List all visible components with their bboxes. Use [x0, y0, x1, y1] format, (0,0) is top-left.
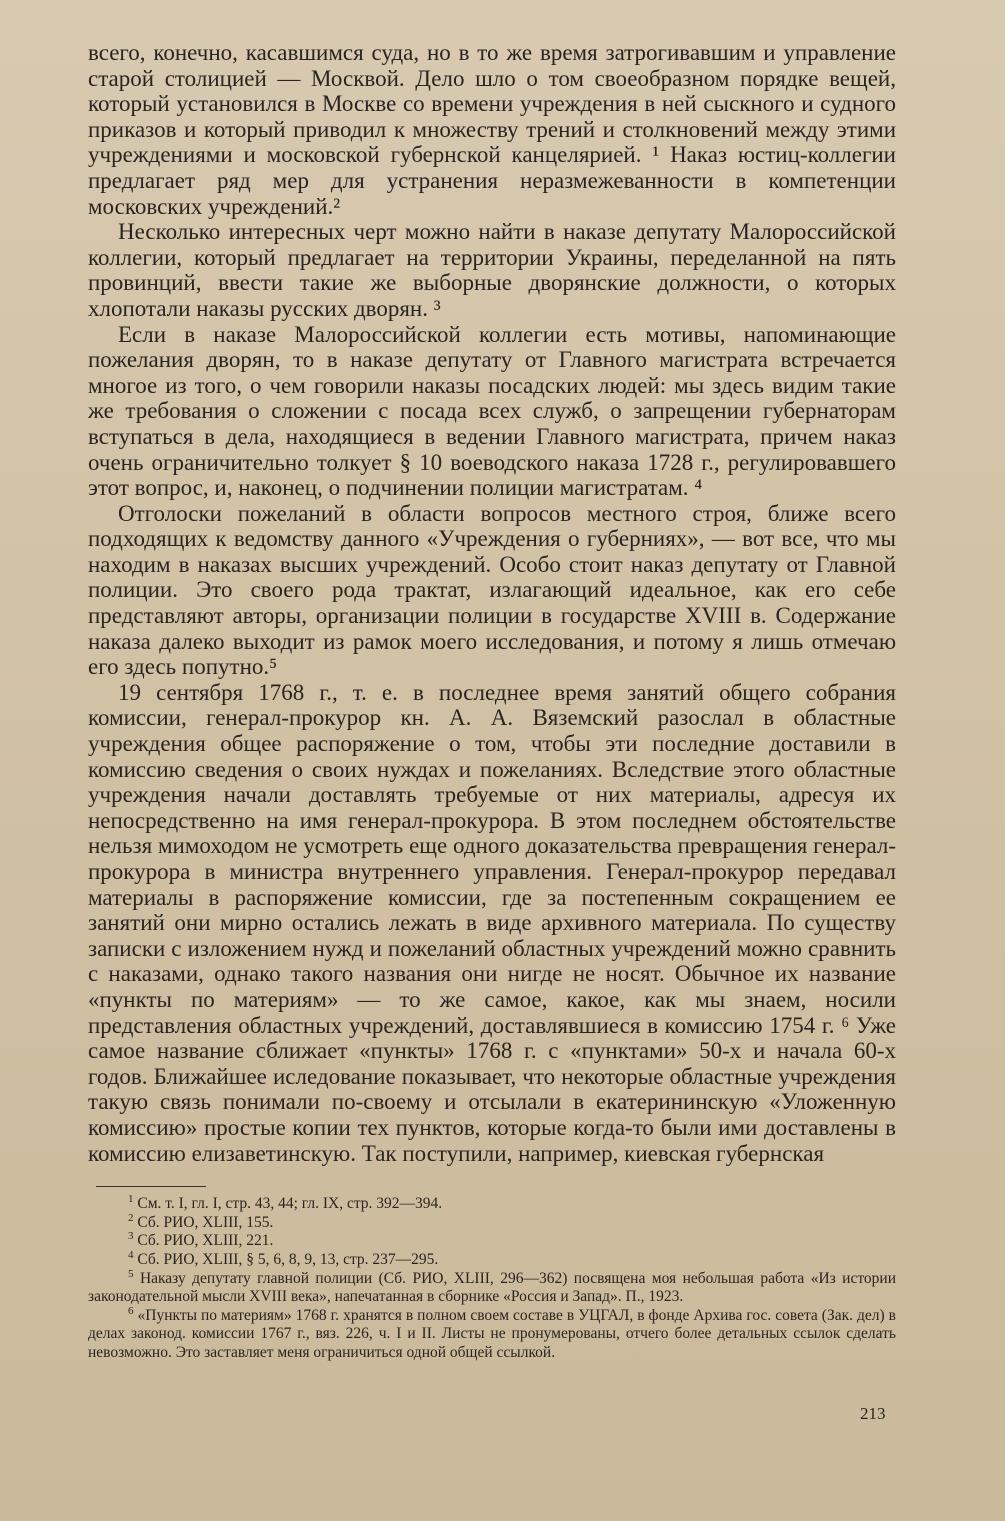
footnote-number: 4	[128, 1248, 134, 1261]
paragraph-1: всего, конечно, касавшимся суда, но в то же время затрогивавшим и управление старой столицией — Москвой. Дело шло о том своеобразном порядке вещей, который установился в Москве со времени учреждения в ней сыскного и судного приказов и который приводил к множеству трений и столкновений между этими учреждениями и московской губернской канцелярией. ¹ Наказ юстиц-коллегии предлагает ряд мер для устранения неразмежеванности в компетенции московских учреждений.²	[88, 40, 896, 219]
footnote-text: Сб. РИО, XLIII, 155.	[137, 1213, 274, 1231]
footnote-number: 1	[128, 1192, 134, 1205]
footnote-number: 3	[128, 1230, 134, 1243]
footnote-2	[88, 1211, 896, 1233]
paragraph-3: Если в наказе Малороссийской коллегии есть мотивы, напоминающие пожелания дворян, то в наказе депутату от Главного магистрата встречается многое из того, о чем говорили наказы посадских людей: мы здесь видим такие же требования о сложении с посада всех служб, о запрещении губернаторам вступаться в дела, находящиеся в ведении Главного магистрата, причем наказ очень ограничительно толкует § 10 воеводского наказа 1728 г., регулировавшего этот вопрос, и, наконец, о подчинении полиции магистратам. ⁴	[88, 321, 896, 501]
footnote-number: 5	[128, 1267, 134, 1280]
footnote-divider	[96, 1186, 206, 1187]
footnote-4	[88, 1248, 896, 1270]
footnote-text: См. т. I, гл. I, стр. 43, 44; гл. IX, стр. 392—394.	[137, 1195, 443, 1213]
paragraph-5: 19 сентября 1768 г., т. е. в последнее время занятий общего собрания комиссии, генерал-прокурор кн. А. А. Вяземский разослал в областные учреждения общее распоряжение о том, чтобы эти последние доставили в комиссию сведения о своих нуждах и пожеланиях. Вследствие этого областные учреждения начали доставлять требуемые от них материалы, адресуя их непосредственно на имя генерал-прокурора. В этом последнем обстоятельстве нельзя мимоходом не усмотреть еще одного доказательства превращения генерал-прокурора в министра внутреннего управления. Генерал-прокурор передавал материалы в распоряжение комиссии, где за постепенным сокращением ее занятий они мирно остались лежать в виде архивного материала. По существу записки с изложением нужд и пожеланий областных учреждений можно сравнить с наказами, однако такого названия они нигде не носят. Обычное их название «пункты по материям» — то же самое, какое, как мы знаем, носили представления областных учреждений, доставлявшиеся в комиссию 1754 г. ⁶ Уже самое название сближает «пункты» 1768 г. с «пунктами» 50-х и начала 60-х годов. Ближайшее иследование показывает, что некоторые областные учреждения такую связь понимали по-своему и отсылали в екатерининскую «Уложенную комиссию» простые копии тех пунктов, которые когда-то были ими доставлены в комиссию елизаветинскую. Так поступили, например, киевская губернская	[88, 679, 896, 1166]
footnote-3	[88, 1232, 896, 1251]
footnote-text: «Пункты по материям» 1768 г. хранятся в полном своем составе в УЦГАЛ, в фонде Архива гос. совета (Зак. дел) в делах законод. комиссии 1767 г., вяз. 226, ч. I и II. Листы не пронумерованы, отчего более детальных ссылок сделать невозможно. Это заставляет меня ограничиться одной общей ссылкой.	[88, 1306, 896, 1361]
footnote-text: Наказу депутату главной полиции (Сб. РИО, XLIII, 296—362) посвящена моя небольшая работа «Из истории законодательной мысли XVIII века», напечатанная в сборнике «Россия и Запад». П., 1923.	[88, 1269, 897, 1306]
paragraph-2: Несколько интересных черт можно найти в наказе депутату Малороссийской коллегии, который предлагает на территории Украины, переделанной на пять провинций, ввести такие же выборные дворянские должности, о которых хлопотали наказы русских дворян. ³	[88, 219, 896, 321]
footnote-number: 6	[128, 1304, 134, 1317]
footnote-6	[88, 1304, 896, 1363]
footnote-1	[88, 1192, 896, 1214]
footnote-text: Сб. РИО, XLIII, § 5, 6, 8, 9, 13, стр. 237—295.	[137, 1250, 439, 1268]
paragraph-4: Отголоски пожеланий в области вопросов местного строя, ближе всего подходящих к ведомству данного «Учреждения о губерниях», — вот все, что мы находим в наказах высших учреждений. Особо стоит наказ депутату от Главной полиции. Это своего рода трактат, излагающий идеальное, как его себе представляют авторы, организации полиции в государстве XVIII в. Содержание наказа далеко выходит из рамок моего исследования, и потому я лишь отмечаю его здесь попутно.⁵	[88, 500, 896, 680]
footnote-number: 2	[128, 1211, 134, 1224]
page-body	[88, 40, 896, 1362]
footnote-text: Сб. РИО, XLIII, 221.	[137, 1232, 274, 1250]
page-number: 213	[860, 1404, 886, 1423]
footnote-5	[88, 1267, 897, 1307]
